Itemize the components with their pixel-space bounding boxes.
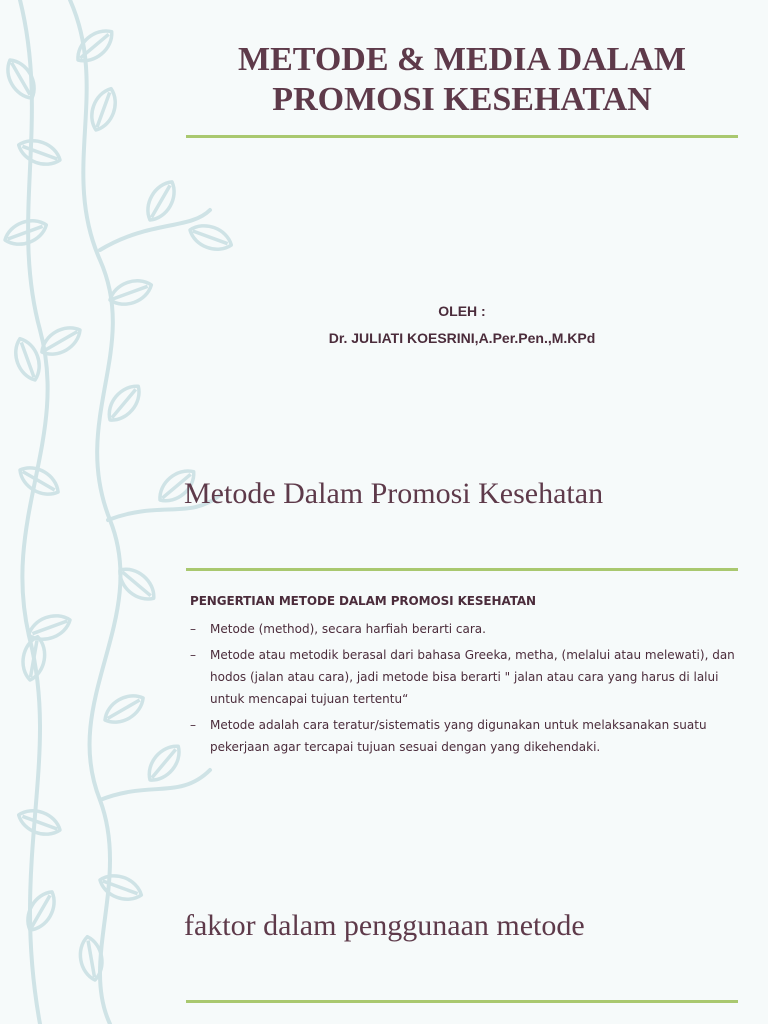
list-item (190, 644, 738, 710)
section-heading-faktor: faktor dalam penggunaan metode (184, 909, 585, 942)
bullet-text: Metode adalah cara teratur/sistematis yang digunakan untuk melaksanakan suatu pekerjaan agar tercapai tujuan sesuai dengan yang dikehendaki. (210, 718, 707, 754)
definition-content (190, 592, 738, 762)
definition-bullets (190, 618, 738, 758)
title-divider (186, 135, 738, 138)
slide-title (186, 40, 738, 120)
slide-title-line2: PROMOSI KESEHATAN (272, 81, 652, 118)
dash-icon: – (190, 648, 196, 662)
list-item (190, 714, 738, 758)
section-divider (186, 1000, 738, 1003)
bullet-text: Metode (method), secara harfiah berarti cara. (210, 622, 486, 636)
dash-icon: – (190, 718, 196, 732)
author-name: Dr. JULIATI KOESRINI,A.Per.Pen.,M.KPd (328, 330, 596, 346)
author-block (186, 300, 738, 348)
bullet-text: Metode atau metodik berasal dari bahasa Greeka, metha, (melalui atau melewati), dan hodos (jalan atau cara), jadi metode bisa berarti " jalan atau cara yang harus di lalui untuk mencapai tujuan tertentu“ (210, 648, 735, 706)
by-label: OLEH : (438, 303, 486, 319)
slide-title-line1: METODE & MEDIA DALAM (238, 41, 686, 78)
list-item (190, 618, 738, 640)
definition-subheading: PENGERTIAN METODE DALAM PROMOSI KESEHATAN (190, 594, 536, 608)
section-divider (186, 568, 738, 571)
section-heading-metode: Metode Dalam Promosi Kesehatan (184, 477, 604, 510)
dash-icon: – (190, 622, 196, 636)
